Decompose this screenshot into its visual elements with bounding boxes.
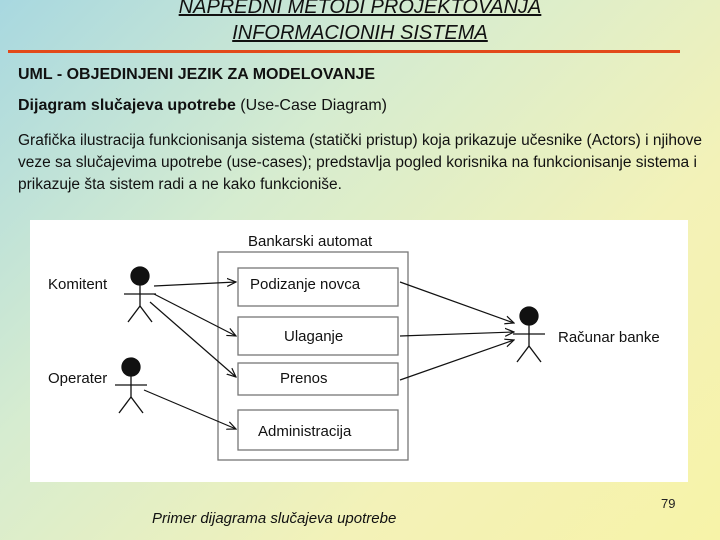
actor-operater-label: Operater — [48, 370, 108, 387]
actor-komitent-label: Komitent — [48, 276, 108, 293]
subheading — [18, 97, 387, 115]
slide-title — [0, 0, 720, 46]
associations-racunar-banke — [400, 282, 514, 380]
actor-operater-figure — [115, 358, 147, 413]
title-line-2: INFORMACIONIH SISTEMA — [232, 22, 488, 44]
use-case-administracija: Administracija — [258, 423, 352, 440]
actor-racunar-banke-figure — [513, 307, 545, 362]
associations-komitent — [150, 282, 236, 377]
diagram-caption: Primer dijagrama slučajeva upotrebe — [152, 510, 397, 527]
subheading-bold: Dijagram slučajeva upotrebe — [18, 97, 236, 114]
use-case-prenos: Prenos — [280, 370, 328, 387]
actor-racunar-banke-label: Računar banke — [558, 329, 660, 346]
use-case-ulaganje: Ulaganje — [284, 328, 344, 345]
use-case-podizanje-novca: Podizanje novca — [250, 276, 361, 293]
description-paragraph: Grafička ilustracija funkcionisanja sistema (statički pristup) koja prikazuje učesnike (Actors) i njihove veze sa slučajevima upotrebe (use-cases); predstavlja pogled korisnika na funkcionisanje sistema i prikazuje šta sistem radi a ne kako funkcioniše. — [18, 132, 702, 193]
actor-komitent-figure — [124, 267, 156, 322]
use-case-diagram — [30, 220, 688, 482]
subheading-rest: (Use-Case Diagram) — [235, 97, 387, 114]
title-line-1: NAPREDNI METODI PROJEKTOVANJA — [178, 0, 542, 18]
title-underline — [8, 50, 680, 53]
section-heading: UML - OBJEDINJENI JEZIK ZA MODELOVANJE — [18, 66, 376, 83]
association-operater — [144, 390, 236, 429]
page-number: 79 — [661, 496, 676, 511]
diagram-canvas — [30, 220, 688, 482]
system-label: Bankarski automat — [248, 233, 373, 250]
